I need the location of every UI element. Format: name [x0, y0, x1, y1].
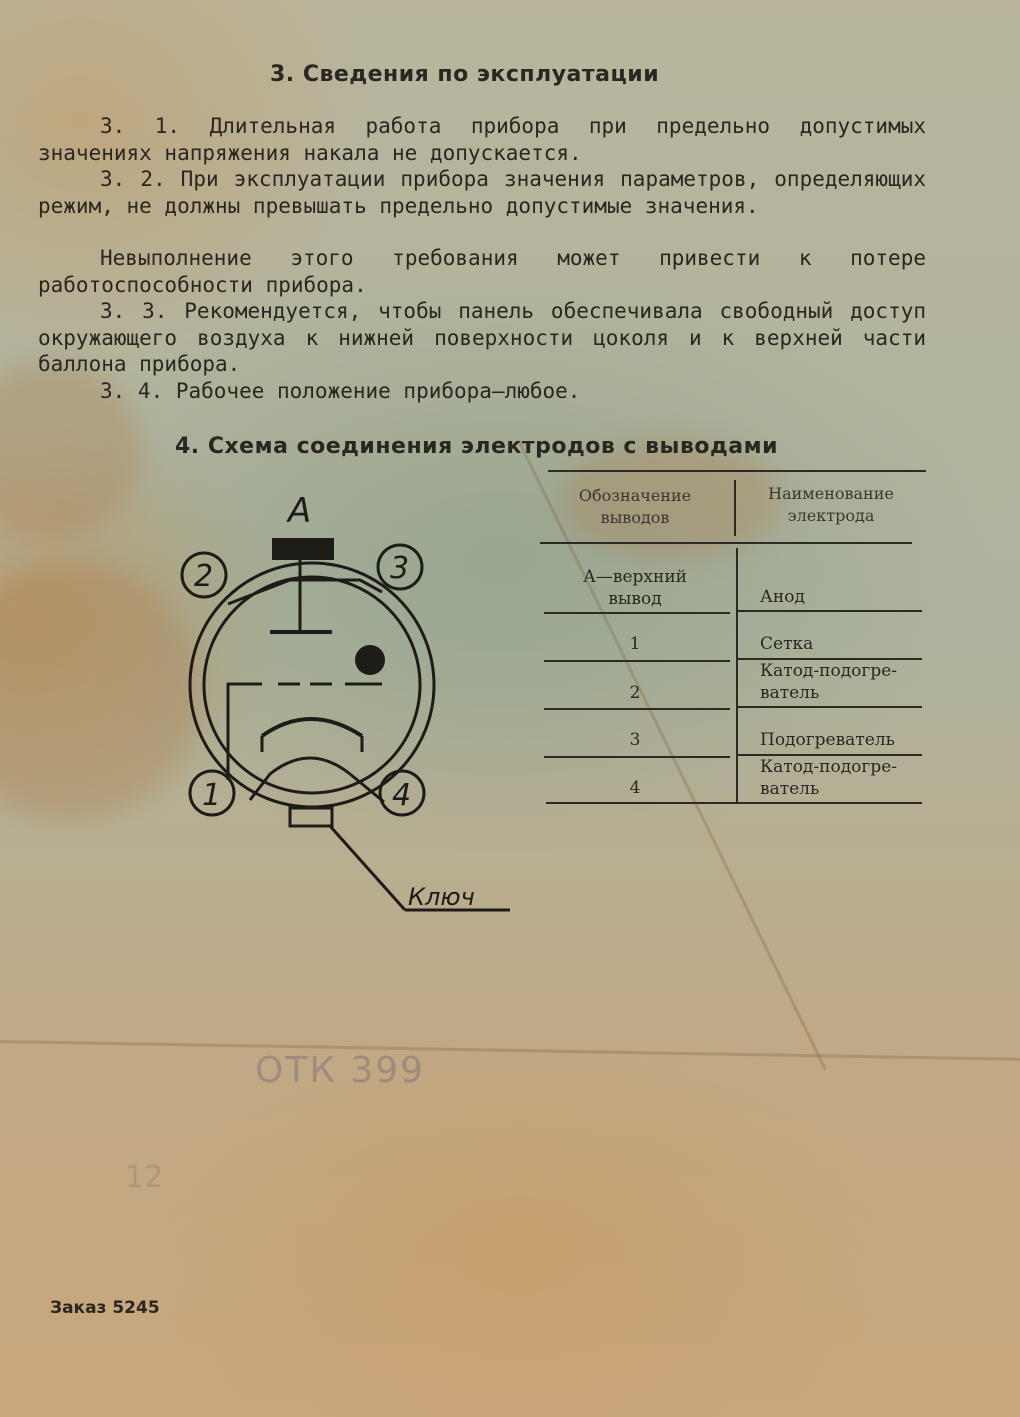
- section4-heading: 4. Схема соединения электродов с выводами: [175, 434, 778, 459]
- getter-dot: [355, 645, 385, 675]
- label-pin-3: 3: [390, 551, 410, 586]
- table-cell-pin: 2: [629, 683, 641, 703]
- key-leader: [330, 826, 405, 910]
- lead-cathode: [228, 684, 262, 780]
- paper-crease: [0, 1040, 1020, 1061]
- label-anode: A: [288, 491, 312, 531]
- paragraph-3-4: 3. 4. Рабочее положение прибора—любое.: [100, 379, 581, 403]
- tube-pinout-diagram: [170, 480, 530, 940]
- paragraph-3-1: 3. 1. Длительная работа прибора при предельно допустимых значениях напряжения накала не допускается.: [38, 114, 926, 165]
- header-electrode: Наименование электрода: [768, 484, 894, 525]
- table-cell-pin: 4: [629, 778, 641, 798]
- table-cell-pin: 1: [629, 634, 641, 654]
- lead-pin2: [228, 580, 382, 604]
- qc-stamp: ОТК 399: [255, 1050, 426, 1091]
- table-cell-electrode: Катод-подогре- ватель: [760, 757, 898, 799]
- label-pin-4: 4: [392, 778, 412, 813]
- table-row: А—верхний вывод: [583, 567, 687, 609]
- paragraph-3-2: 3. 2. При эксплуатации прибора значения параметров, определяющих режим, не должны превышать предельно допустимые значения.: [38, 167, 926, 218]
- qc-stamp-small: 12: [125, 1160, 164, 1195]
- header-pin: Обозначение выводов: [578, 486, 692, 527]
- table-cell-electrode: Катод-подогре- ватель: [760, 661, 898, 703]
- label-pin-2: 2: [194, 559, 214, 594]
- paragraph-consequence: Невыполнение этого требования может привести к потере работоспособности прибора.: [38, 246, 926, 297]
- table-cell-electrode: Сетка: [760, 634, 814, 654]
- table-cell-pin: 3: [629, 730, 641, 750]
- table-cell-electrode: Анод: [760, 587, 805, 607]
- pin-assignment-table: [540, 470, 925, 810]
- anode-cap: [272, 538, 334, 560]
- order-number: Заказ 5245: [50, 1298, 160, 1318]
- key-tab: [290, 808, 332, 826]
- label-key: Ключ: [408, 883, 475, 911]
- label-pin-1: 1: [202, 778, 222, 813]
- paragraph-3-3: 3. 3. Рекомендуется, чтобы панель обеспечивала свободный доступ окружающего воздуха к нижней поверхности цоколя и к верхней части баллона прибора.: [38, 299, 926, 376]
- section3-heading: 3. Сведения по эксплуатации: [270, 62, 660, 87]
- cathode-arc: [262, 719, 362, 736]
- table-cell-electrode: Подогреватель: [760, 730, 895, 750]
